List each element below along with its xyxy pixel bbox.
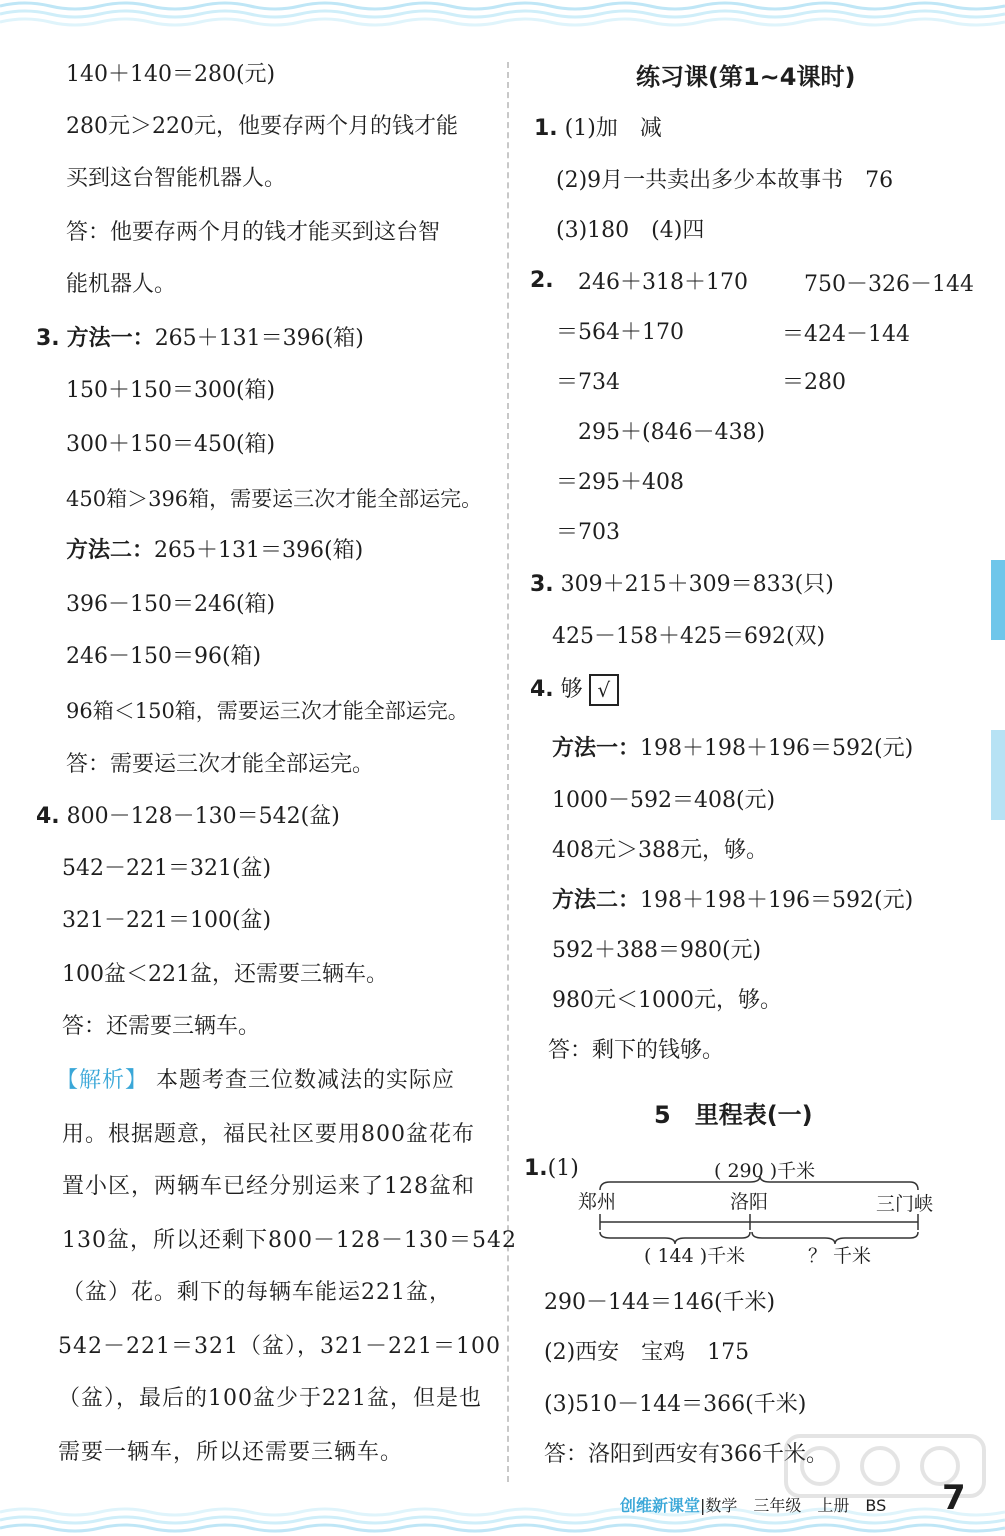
text-line: 980元＜1000元，够。 bbox=[552, 988, 782, 1013]
method-label: 方法一： bbox=[552, 736, 641, 761]
text-line bbox=[552, 734, 913, 764]
text-line: 280元＞220元，他要存两个月的钱才能 bbox=[66, 114, 458, 139]
text-line: 能机器人。 bbox=[66, 272, 177, 297]
section-title: 5 里程表(一) bbox=[654, 1101, 813, 1129]
text-line: 542－221＝321(盆) bbox=[62, 856, 272, 881]
top-wave-decoration bbox=[0, 0, 1005, 36]
equation-line: ＝703 bbox=[556, 520, 620, 545]
equation-line: ＝424－144 bbox=[782, 322, 910, 347]
text-line: 408元＞388元，够。 bbox=[552, 838, 768, 863]
side-tab-marker bbox=[991, 560, 1005, 640]
city-label-b: 洛阳 bbox=[730, 1191, 769, 1213]
equation-line: 295＋(846－438) bbox=[578, 420, 766, 445]
total-distance-label: ( 290 )千米 bbox=[714, 1160, 816, 1182]
analysis-line: （盆）花。剩下的每辆车能运221盆， bbox=[62, 1280, 452, 1305]
text-line: 198＋198＋196＝592(元) bbox=[640, 736, 914, 761]
distance-diagram bbox=[520, 1150, 980, 1280]
text-line: 265＋131＝396(箱) bbox=[154, 538, 364, 563]
equation-line: 246＋318＋170 bbox=[578, 270, 748, 295]
analysis-line: 用。根据题意，福民社区要用800盆花布 bbox=[62, 1122, 475, 1147]
bottom-brace-right bbox=[752, 1232, 918, 1244]
text-line: (3)510－144＝366(千米) bbox=[544, 1392, 807, 1417]
section-title: 练习课(第1~4课时) bbox=[636, 63, 856, 91]
analysis-line: （盆），最后的100盆少于221盆，但是也 bbox=[58, 1386, 482, 1411]
question-number: 4. bbox=[36, 804, 60, 829]
answer-line: 答：还需要三辆车。 bbox=[62, 1014, 261, 1039]
text-line: 800－128－130＝542(盆) bbox=[66, 804, 340, 829]
method-label: 方法二： bbox=[66, 538, 155, 563]
city-label-c: 三门峡 bbox=[876, 1193, 934, 1215]
method-label: 方法一： bbox=[66, 326, 155, 351]
text-line: 300＋150＝450(箱) bbox=[66, 432, 276, 457]
question-4 bbox=[530, 674, 619, 706]
equation-line: ＝564＋170 bbox=[556, 320, 684, 345]
text-line: 290－144＝146(千米) bbox=[544, 1290, 776, 1315]
column-divider bbox=[507, 62, 509, 1482]
text-line: 100盆＜221盆，还需要三辆车。 bbox=[62, 962, 388, 987]
text-line: 265＋131＝396(箱) bbox=[154, 326, 364, 351]
answer-line: 答：剩下的钱够。 bbox=[548, 1038, 725, 1063]
text-line: 246－150＝96(箱) bbox=[66, 644, 262, 669]
footer-brand: 创维新课堂 bbox=[620, 1496, 701, 1515]
footer-subject: |数学 三年级 上册 BS bbox=[700, 1496, 887, 1515]
equation-line: 750－326－144 bbox=[804, 272, 974, 297]
part-label: (1) bbox=[547, 1156, 579, 1181]
text-line: (2)西安 宝鸡 175 bbox=[544, 1340, 750, 1365]
text-line: 1000－592＝408(元) bbox=[552, 788, 776, 813]
equation-line: ＝295＋408 bbox=[556, 470, 684, 495]
equation-line: ＝734 bbox=[556, 370, 620, 395]
text-line: (1)加 减 bbox=[564, 116, 662, 141]
question-3 bbox=[530, 570, 834, 600]
analysis-text: 本题考查三位数减法的实际应 bbox=[156, 1068, 456, 1093]
analysis-line: 542－221＝321（盆），321－221＝100 bbox=[58, 1334, 501, 1359]
question-4 bbox=[36, 802, 340, 832]
analysis-line: 需要一辆车，所以还需要三辆车。 bbox=[58, 1440, 404, 1465]
question-number: 2. bbox=[530, 268, 554, 293]
text-line: 425－158＋425＝692(双) bbox=[552, 624, 826, 649]
text-line: 够 bbox=[560, 677, 583, 702]
analysis-tag: 【解析】 bbox=[56, 1068, 149, 1093]
analysis-line bbox=[56, 1066, 455, 1096]
page-footer bbox=[620, 1491, 940, 1521]
text-line: (2)9月一共卖出多少本故事书 76 bbox=[556, 168, 894, 193]
answer-line: 答：需要运三次才能全部运完。 bbox=[66, 752, 375, 777]
analysis-line: 130盆，所以还剩下800－128－130＝542 bbox=[62, 1228, 517, 1253]
segment-label-1: ( 144 )千米 bbox=[644, 1245, 746, 1267]
text-line: 321－221＝100(盆) bbox=[62, 908, 272, 933]
text-line: 198＋198＋196＝592(元) bbox=[640, 888, 914, 913]
bottom-brace-left bbox=[600, 1232, 750, 1244]
text-line: (3)180 (4)四 bbox=[556, 218, 705, 243]
text-line: 96箱＜150箱，需要运三次才能全部运完。 bbox=[66, 699, 469, 723]
text-line: 答：他要存两个月的钱才能买到这台智 bbox=[66, 220, 441, 245]
equation-line: ＝280 bbox=[782, 370, 846, 395]
text-line bbox=[66, 536, 363, 566]
analysis-line: 置小区，两辆车已经分别运来了128盆和 bbox=[62, 1174, 475, 1199]
segment-label-2: ？ 千米 bbox=[808, 1245, 872, 1267]
text-line: 150＋150＝300(箱) bbox=[66, 378, 276, 403]
text-line: 592＋388＝980(元) bbox=[552, 938, 762, 963]
text-line: 买到这台智能机器人。 bbox=[66, 166, 287, 191]
answer-line: 答：洛阳到西安有366千米。 bbox=[544, 1442, 828, 1467]
text-line: 309＋215＋309＝833(只) bbox=[560, 572, 834, 597]
check-box: √ bbox=[589, 674, 619, 706]
city-label-a: 郑州 bbox=[578, 1191, 617, 1213]
page-number: 7 bbox=[942, 1478, 966, 1518]
question-2 bbox=[530, 266, 554, 296]
text-line: 450箱＞396箱，需要运三次才能全部运完。 bbox=[66, 487, 483, 511]
top-brace bbox=[600, 1176, 918, 1190]
text-line bbox=[552, 886, 913, 916]
question-number: 1. bbox=[524, 1156, 548, 1181]
question-number: 3. bbox=[36, 326, 60, 351]
question-1 bbox=[534, 114, 662, 144]
text-line: 140＋140＝280(元) bbox=[66, 62, 276, 87]
text-line: 396－150＝246(箱) bbox=[66, 592, 276, 617]
question-number: 3. bbox=[530, 572, 554, 597]
question-number: 1. bbox=[534, 116, 558, 141]
method-label: 方法二： bbox=[552, 888, 641, 913]
question-3 bbox=[36, 324, 364, 354]
question-number: 4. bbox=[530, 677, 554, 702]
side-tab-marker bbox=[991, 730, 1005, 820]
